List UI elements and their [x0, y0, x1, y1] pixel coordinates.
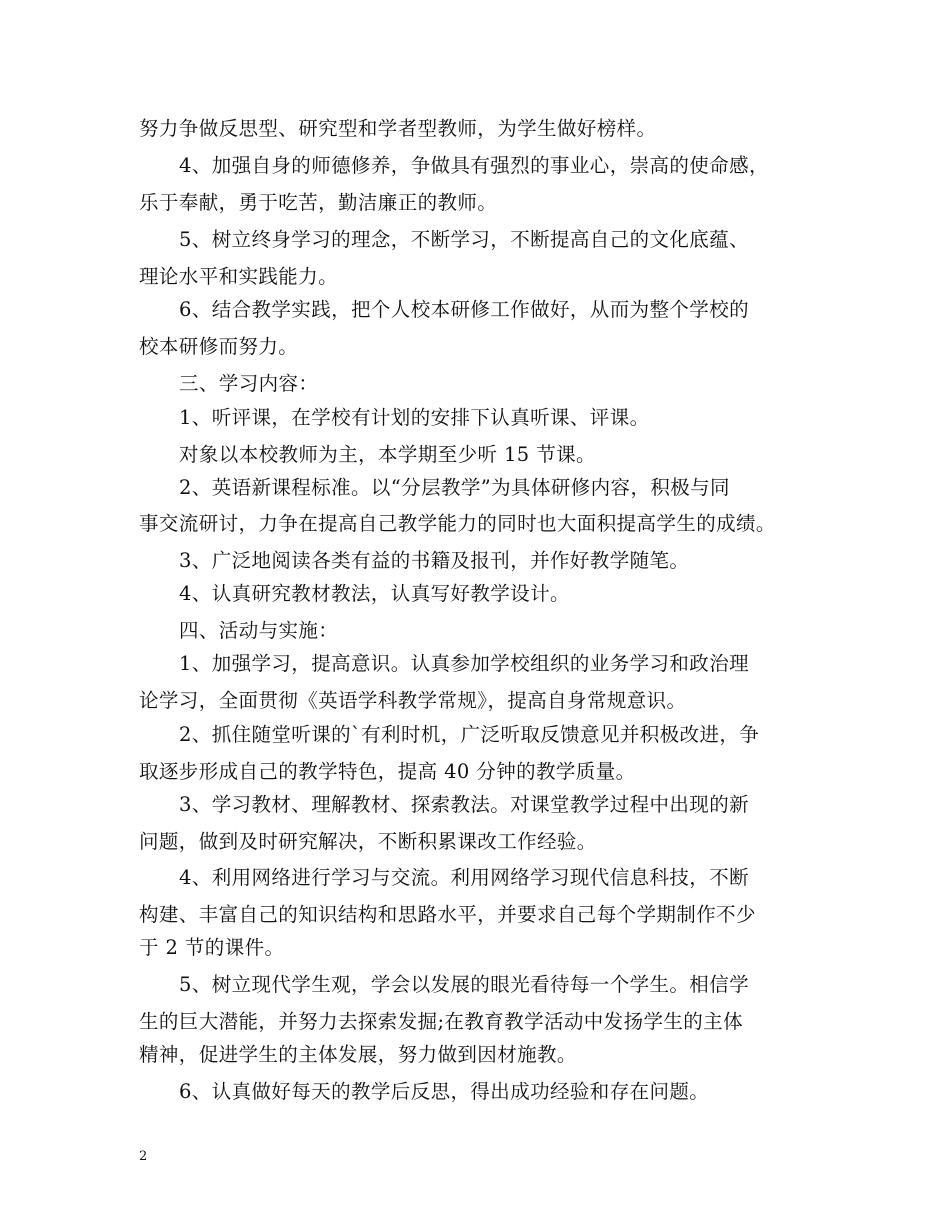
- text-line: 4、利用网络进行学习与交流。利用网络学习现代信息科技，不断: [179, 866, 750, 889]
- text-line: 1、听评课，在学校有计划的安排下认真听课、评课。: [179, 406, 650, 429]
- text-line: 乐于奉献，勇于吃苦，勤洁廉正的教师。: [139, 191, 498, 214]
- text-line: 5、树立现代学生观，学会以发展的眼光看待每一个学生。相信学: [179, 973, 750, 996]
- text-line: 6、结合教学实践，把个人校本研修工作做好，从而为整个学校的: [179, 298, 750, 321]
- text-line: 1、加强学习，提高意识。认真参加学校组织的业务学习和政治理: [179, 652, 750, 675]
- text-line: 3、学习教材、理解教材、探索教法。对课堂教学过程中出现的新: [179, 793, 750, 816]
- text-line: 精神，促进学生的主体发展，努力做到因材施教。: [139, 1043, 577, 1066]
- text-line: 3、广泛地阅读各类有益的书籍及报刊，并作好教学随笔。: [179, 549, 690, 572]
- text-line: 于 2 节的课件。: [139, 936, 285, 959]
- page-number: 2: [139, 1149, 148, 1164]
- text-line: 理论水平和实践能力。: [139, 265, 339, 288]
- text-line: 校本研修而努力。: [139, 335, 299, 358]
- text-line: 2、英语新课程标准。以“分层教学”为具体研修内容，积极与同: [179, 476, 730, 499]
- text-line: 5、树立终身学习的理念，不断学习，不断提高自己的文化底蕴、: [179, 228, 750, 251]
- section-heading: 三、学习内容：: [179, 372, 319, 395]
- text-line: 取逐步形成自己的教学特色，提高 40 分钟的教学质量。: [139, 760, 636, 783]
- text-line: 问题，做到及时研究解决，不断积累课改工作经验。: [139, 830, 597, 853]
- text-line: 对象以本校教师为主，本学期至少听 15 节课。: [179, 443, 596, 466]
- text-line: 生的巨大潜能，并努力去探索发掘;在教育教学活动中发扬学生的主体: [139, 1010, 743, 1033]
- text-line: 6、认真做好每天的教学后反思，得出成功经验和存在问题。: [179, 1080, 710, 1103]
- text-line: 4、加强自身的师德修养，争做具有强烈的事业心，崇高的使命感，: [179, 154, 769, 177]
- text-line: 2、抓住随堂听课的`有利时机，广泛听取反馈意见并积极改进，争: [179, 723, 760, 746]
- text-line: 构建、丰富自己的知识结构和思路水平，并要求自己每个学期制作不少: [139, 903, 756, 926]
- text-line: 事交流研讨，力争在提高自己教学能力的同时也大面积提高学生的成绩。: [139, 512, 776, 535]
- text-line: 4、认真研究教材教法，认真写好教学设计。: [179, 582, 570, 605]
- section-heading: 四、活动与实施：: [179, 619, 339, 642]
- text-line: 论学习，全面贯彻《英语学科教学常规》，提高自身常规意识。: [139, 689, 687, 712]
- text-line: 努力争做反思型、研究型和学者型教师，为学生做好榜样。: [139, 117, 657, 140]
